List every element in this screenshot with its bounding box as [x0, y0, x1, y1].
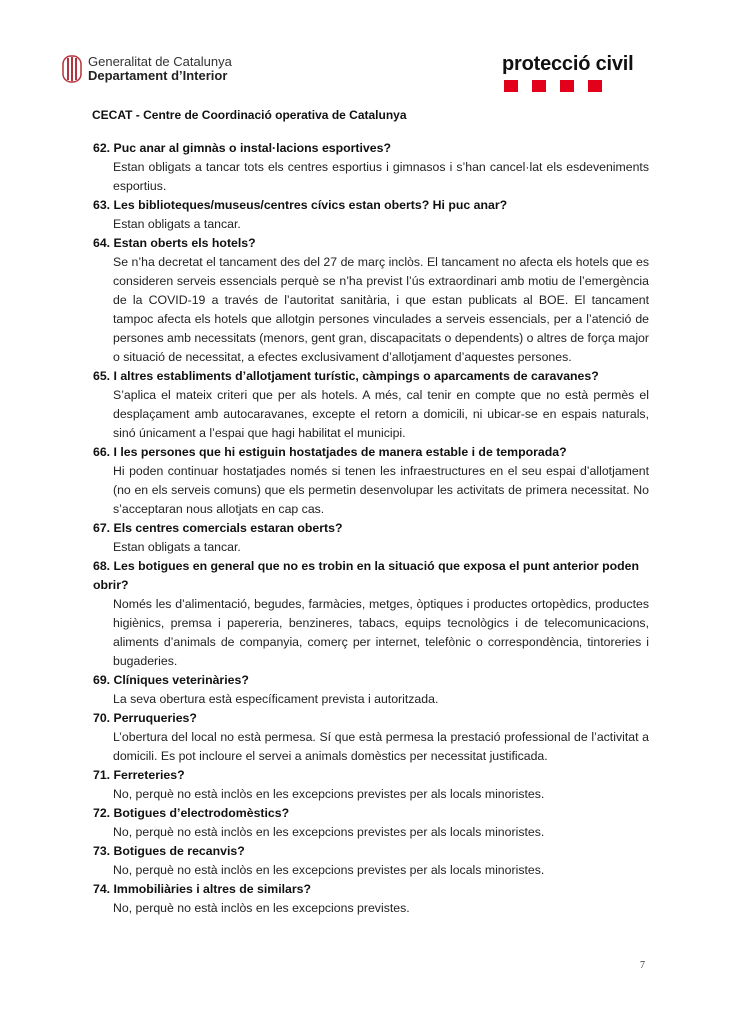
faq-question: 66. I les persones que hi estiguin hostatjades de manera estable i de temporada?: [93, 445, 567, 459]
faq-answer: Hi poden continuar hostatjades només si tenen les infraestructures en el seu espai d’allotjament (no en els serveis comuns) que els permetin desenvolupar les activitats de primera necessitat. No s’acceptaran nous allotjats en cap cas.: [113, 464, 649, 516]
generalitat-logo: [62, 55, 232, 83]
red-square: [532, 80, 546, 92]
generalitat-emblem-icon: [62, 55, 82, 83]
faq-answer: La seva obertura està específicament prevista i autoritzada.: [113, 692, 439, 706]
faq-item: [93, 671, 649, 709]
faq-item: [93, 709, 649, 766]
faq-question: 63. Les biblioteques/museus/centres cívics estan oberts? Hi puc anar?: [93, 198, 508, 212]
faq-question: 67. Els centres comercials estaran oberts?: [93, 521, 343, 535]
faq-item: [93, 443, 649, 519]
faq-item: [93, 766, 649, 804]
proteccio-civil-logo: [502, 54, 634, 92]
faq-question: 74. Immobiliàries i altres de similars?: [93, 882, 312, 896]
faq-answer: L’obertura del local no està permesa. Sí que està permesa la prestació professional de l’activitat a domicili. Es pot incloure el servei a animals domèstics per necessitat justificada.: [113, 730, 649, 763]
faq-answer: S’aplica el mateix criteri que per als hotels. A més, cal tenir en compte que no està permès el desplaçament amb autocaravanes, excepte el retorn a domicili, ni ubicar-se en espais naturals, sinó únicament a l’espai que hagi habilitat el municipi.: [113, 388, 649, 440]
faq-question: 64. Estan oberts els hotels?: [93, 236, 256, 250]
faq-item: [93, 804, 649, 842]
faq-answer: Només les d’alimentació, begudes, farmàcies, metges, òptiques i productes ortopèdics, productes higiènics, premsa i papereria, benzineres, tabacs, equips tecnològics i de telecomunicacions, aliments d’animals de companyia, comerç per internet, telefònic o correspondència, tintoreries i bugaderies.: [113, 597, 649, 668]
faq-item: [93, 557, 649, 671]
faq-answer: Estan obligats a tancar.: [113, 217, 241, 231]
red-square: [504, 80, 518, 92]
faq-item: [93, 139, 649, 196]
faq-answer: No, perquè no està inclòs en les excepcions previstes per als locals minoristes.: [113, 863, 545, 877]
faq-item: [93, 519, 649, 557]
faq-answer: No, perquè no està inclòs en les excepcions previstes.: [113, 901, 410, 915]
faq-question: 62. Puc anar al gimnàs o instal·lacions esportives?: [93, 141, 391, 155]
faq-answer: No, perquè no està inclòs en les excepcions previstes per als locals minoristes.: [113, 787, 545, 801]
section-title: CECAT - Centre de Coordinació operativa de Catalunya: [92, 108, 407, 122]
faq-item: [93, 880, 649, 918]
faq-question: 65. I altres establiments d’allotjament turístic, càmpings o aparcaments de caravanes?: [93, 369, 599, 383]
faq-question: 68. Les botigues en general que no es trobin en la situació que exposa el punt anterior poden obrir?: [93, 559, 639, 592]
faq-answer: Estan obligats a tancar.: [113, 540, 241, 554]
faq-question: 69. Clíniques veterinàries?: [93, 673, 249, 687]
faq-item: [93, 367, 649, 443]
faq-question: 71. Ferreteries?: [93, 768, 185, 782]
red-square: [560, 80, 574, 92]
faq-question: 72. Botigues d’electrodomèstics?: [93, 806, 290, 820]
department-name: Departament d’Interior: [88, 68, 228, 83]
faq-item: [93, 196, 649, 234]
faq-item: [93, 234, 649, 367]
faq-answer: Estan obligats a tancar tots els centres esportius i gimnasos i s’han cancel·lat els esdeveniments esportius.: [113, 160, 649, 193]
faq-answer: No, perquè no està inclòs en les excepcions previstes per als locals minoristes.: [113, 825, 545, 839]
faq-answer: Se n’ha decretat el tancament des del 27 de març inclòs. El tancament no afecta els hotels que es consideren serveis essencials perquè se n’ha previst l’ús extraordinari amb motiu de l’emergència de la COVID-19 a través de l’autoritat sanitària, i que estan publicats al BOE. El tancament tampoc afecta els hotels que allotgin persones vinculades a serveis essencials, per a l’atenció de persones amb necessitats (menors, gent gran, discapacitats o dependents) o altres de força major o situació de necessitat, a efectes exclusivament d’allotjament d’aquestes persones.: [113, 255, 649, 364]
faq-item: [93, 842, 649, 880]
red-square: [588, 80, 602, 92]
faq-question: 73. Botigues de recanvis?: [93, 844, 245, 858]
faq-question: 70. Perruqueries?: [93, 711, 197, 725]
brand-title: protecció civil: [502, 53, 634, 75]
org-name: Generalitat de Catalunya: [88, 54, 232, 69]
faq-list: [93, 139, 649, 918]
page-number: 7: [640, 960, 645, 971]
brand-squares-icon: [504, 80, 634, 92]
